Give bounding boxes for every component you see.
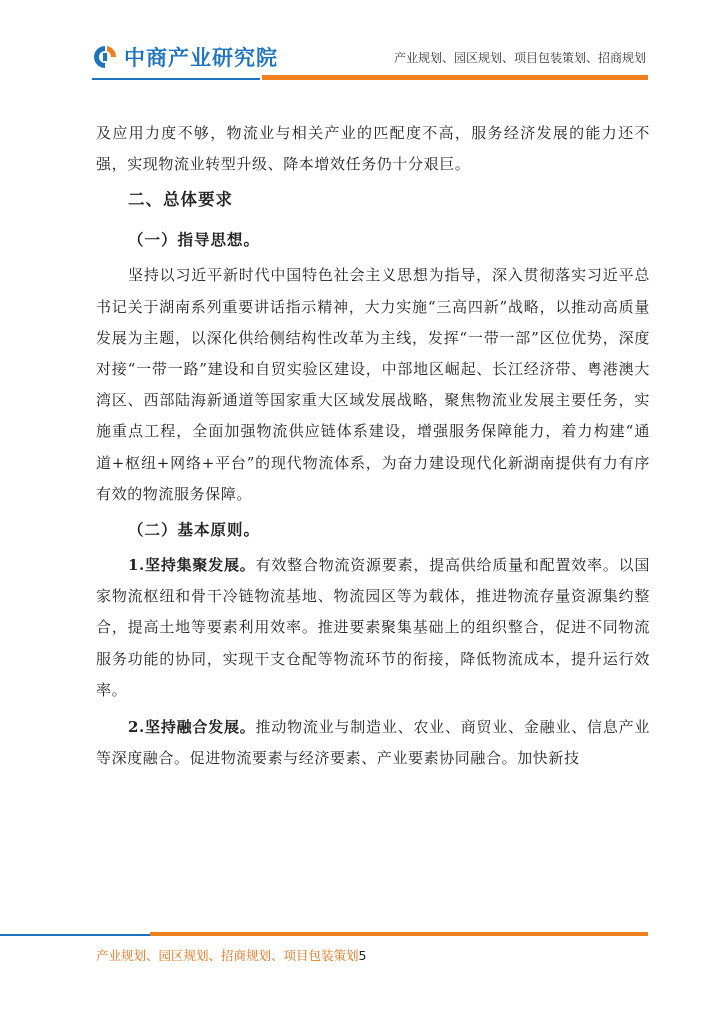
subsection-heading-2: （二）基本原则。 <box>128 520 261 540</box>
principle-item-1-lead: 1.坚持集聚发展。 <box>128 556 256 575</box>
principle-item-2-text: 推动物流业与制造业、农业、商贸业、金融业、信息产业等深度融合。促进物流要素与经济要素、产业要素协同融合。加快新技 <box>96 718 650 768</box>
paragraph-continuation: 及应用力度不够，物流业与相关产业的匹配度不高，服务经济发展的能力还不强，实现物流业转型升级、降本增效任务仍十分艰巨。 <box>96 124 650 174</box>
principle-item-2 <box>96 712 650 774</box>
footer-text: 产业规划、园区规划、招商规划、项目包装策划 <box>96 948 359 963</box>
logo-text: 中商产业研究院 <box>124 46 278 70</box>
principle-item-1-text: 有效整合物流资源要素，提高供给质量和配置效率。以国家物流枢纽和骨干冷链物流基地、物流园区等为载体，推进物流存量资源集约整合，提高土地等要素利用效率。推进要素聚集基础上的组织整合，促进不同物流服务功能的协同，实现干支仓配等物流环节的衔接，降低物流成本，提升运行效率。 <box>96 556 650 699</box>
header-divider-orange <box>262 75 648 80</box>
page-number: 5 <box>358 948 367 963</box>
page-header <box>0 0 724 82</box>
subsection-heading-1: （一）指导思想。 <box>128 230 261 250</box>
principle-item-2-lead: 2.坚持融合发展。 <box>128 718 256 737</box>
page-footer <box>96 946 366 964</box>
footer-divider-orange <box>150 932 648 936</box>
principle-item-1 <box>96 550 650 706</box>
guiding-ideology-paragraph: 坚持以习近平新时代中国特色社会主义思想为指导，深入贯彻落实习近平总书记关于湖南系列重要讲话指示精神，大力实施“三高四新”战略，以推动高质量发展为主题，以深化供给侧结构性改革为主线，发挥“一带一部”区位优势，深度对接“一带一路”建设和自贸实验区建设，中部地区崛起、长江经济带、粤港澳大湾区、西部陆海新通道等国家重大区域发展战略，聚焦物流业发展主要任务，实施重点工程，全面加强物流供应链体系建设，增强服务保障能力，着力构建“通道+枢纽+网络+平台”的现代物流体系，为奋力建设现代化新湖南提供有力有序有效的物流服务保障。 <box>96 266 650 503</box>
document-body <box>96 118 650 774</box>
footer-divider-blue <box>0 934 150 936</box>
logo <box>92 42 278 72</box>
section-heading: 二、总体要求 <box>128 190 233 210</box>
logo-icon <box>92 44 118 70</box>
header-divider-blue <box>92 78 260 80</box>
header-tagline: 产业规划、园区规划、项目包装策划、招商规划 <box>393 51 646 65</box>
